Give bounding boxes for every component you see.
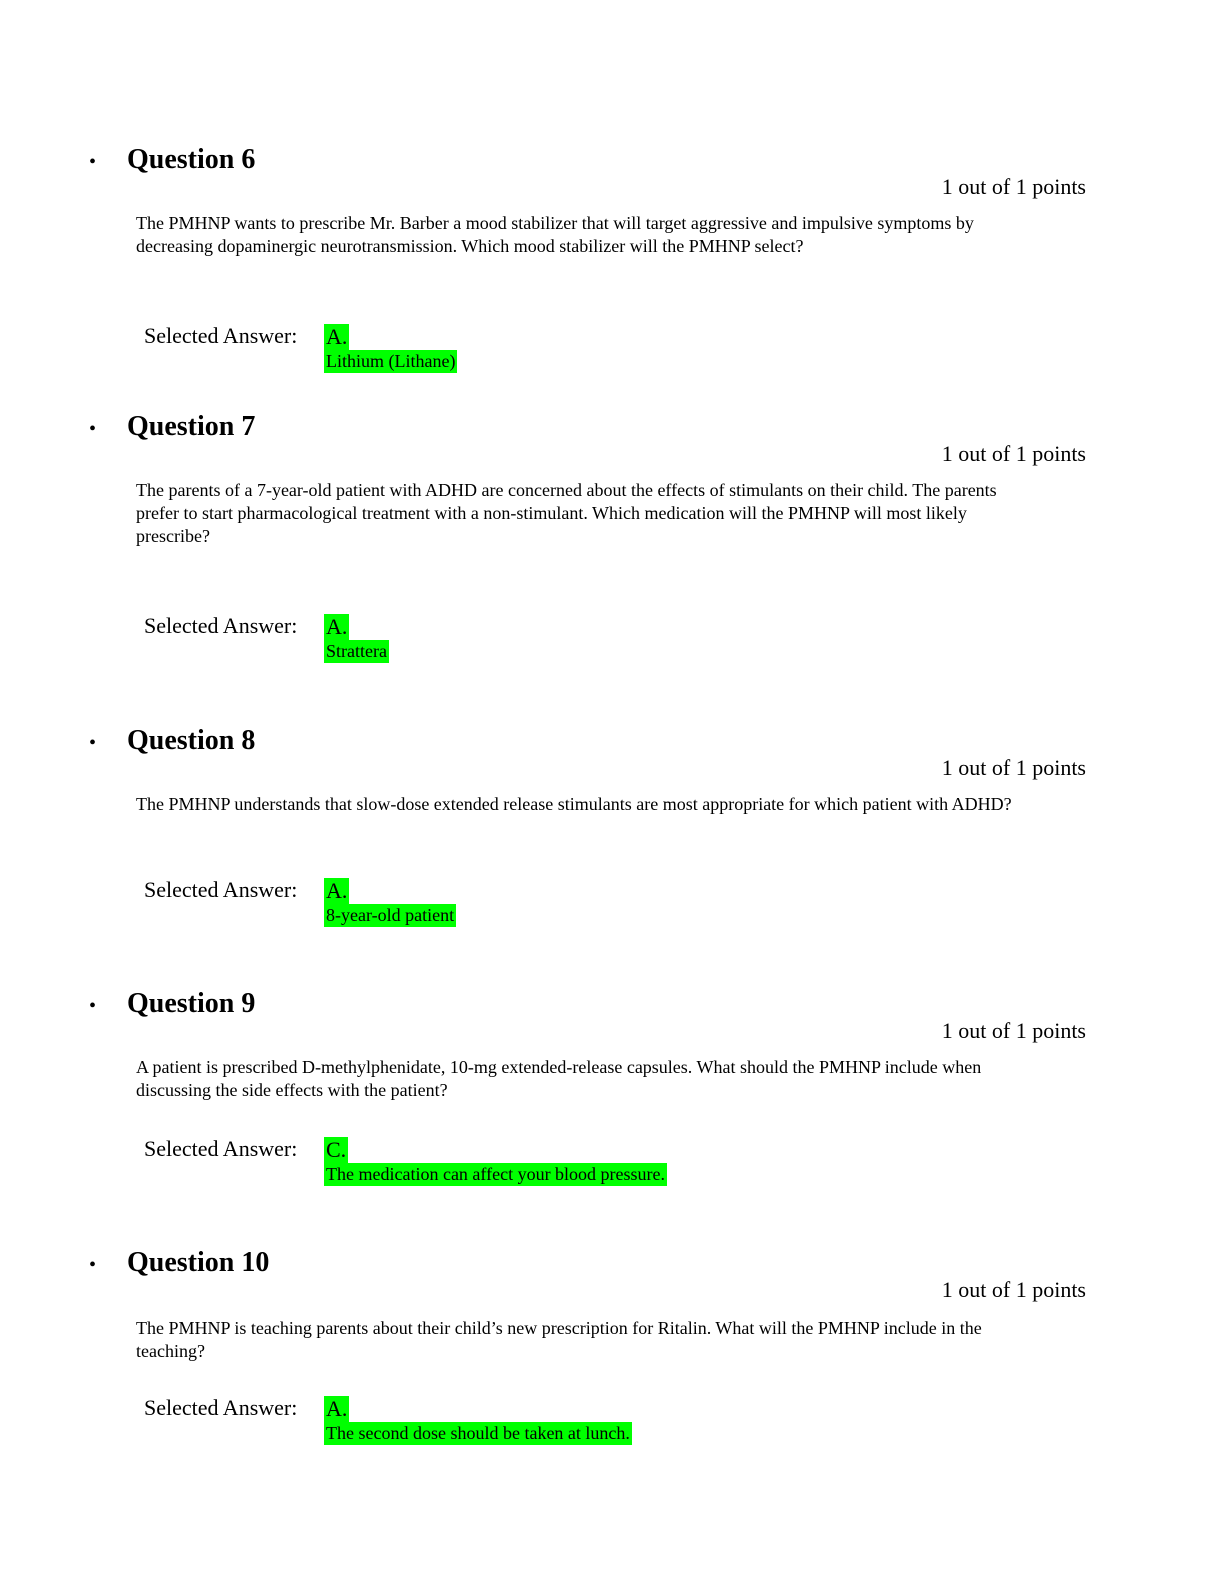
answer-text: The medication can affect your blood pressure. bbox=[326, 1164, 666, 1184]
answer-letter: C. bbox=[326, 1137, 347, 1162]
answer-text: 8-year-old patient bbox=[326, 905, 455, 925]
answer-text: Lithium (Lithane) bbox=[326, 351, 456, 371]
bullet-icon: • bbox=[89, 1254, 97, 1276]
selected-answer-label: Selected Answer: bbox=[144, 877, 298, 902]
question-text: A patient is prescribed D-methylphenidate, 10-mg extended-release capsules. What should the PMHNP include when discussing the side effects with the patient? bbox=[136, 1057, 982, 1100]
question-text: The PMHNP is teaching parents about their child’s new prescription for Ritalin. What will the PMHNP include in the teaching? bbox=[136, 1318, 982, 1361]
question-title: Question 10 bbox=[127, 1247, 270, 1278]
question-title: Question 7 bbox=[127, 411, 256, 442]
question-text: The PMHNP understands that slow-dose extended release stimulants are most appropriate for which patient with ADHD? bbox=[136, 794, 1012, 814]
answer-text: The second dose should be taken at lunch. bbox=[326, 1423, 630, 1443]
question-points: 1 out of 1 points bbox=[941, 1277, 1086, 1302]
question-points: 1 out of 1 points bbox=[941, 174, 1086, 199]
selected-answer-label: Selected Answer: bbox=[144, 1136, 298, 1161]
bullet-icon: • bbox=[89, 732, 97, 754]
question-title: Question 8 bbox=[127, 725, 256, 756]
selected-answer-label: Selected Answer: bbox=[144, 323, 298, 348]
answer-letter: A. bbox=[326, 878, 348, 903]
bullet-icon: • bbox=[89, 151, 97, 173]
question-text: The parents of a 7-year-old patient with ADHD are concerned about the effects of stimulants on their child. The parents prefer to start pharmacological treatment with a non-stimulant. Which medication will the PMHNP will most likely prescribe? bbox=[136, 480, 997, 546]
selected-answer-label: Selected Answer: bbox=[144, 1395, 298, 1420]
question-text: The PMHNP wants to prescribe Mr. Barber a mood stabilizer that will target aggressive and impulsive symptoms by decreasing dopaminergic neurotransmission. Which mood stabilizer will the PMHNP select? bbox=[136, 213, 974, 256]
selected-answer bbox=[324, 324, 457, 373]
question-title: Question 9 bbox=[127, 988, 256, 1019]
question-points: 1 out of 1 points bbox=[941, 441, 1086, 466]
bullet-icon: • bbox=[89, 418, 97, 440]
question-title: Question 6 bbox=[127, 144, 256, 175]
question-points: 1 out of 1 points bbox=[941, 755, 1086, 780]
answer-letter: A. bbox=[326, 324, 348, 349]
answer-letter: A. bbox=[326, 1396, 348, 1421]
answer-text: Strattera bbox=[326, 641, 387, 661]
selected-answer bbox=[324, 1137, 667, 1186]
bullet-icon: • bbox=[89, 995, 97, 1017]
answer-letter: A. bbox=[326, 614, 348, 639]
selected-answer-label: Selected Answer: bbox=[144, 613, 298, 638]
selected-answer bbox=[324, 1396, 632, 1445]
question-points: 1 out of 1 points bbox=[941, 1018, 1086, 1043]
selected-answer bbox=[324, 614, 389, 663]
selected-answer bbox=[324, 878, 456, 927]
